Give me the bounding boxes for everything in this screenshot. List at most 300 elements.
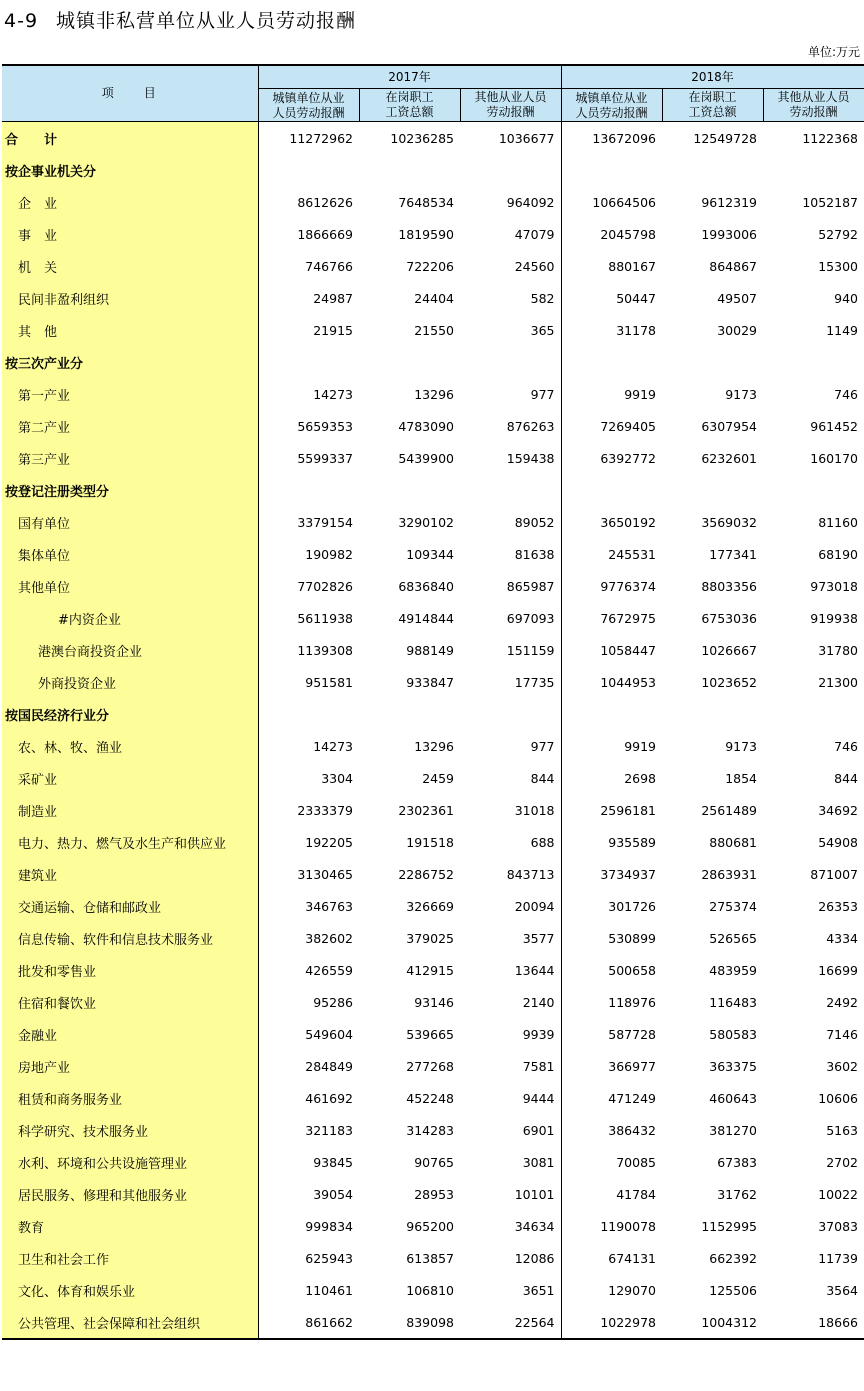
value-cell xyxy=(561,346,662,378)
value-cell: 81160 xyxy=(818,514,858,530)
header-total-line2: 人员劳动报酬 xyxy=(272,106,345,120)
table-row xyxy=(2,666,864,698)
row-label: 住宿和餐饮业 xyxy=(2,986,258,1018)
value-cell: 159438 xyxy=(506,450,555,466)
value-cell: 871007 xyxy=(810,866,858,882)
value-cell: 625943 xyxy=(305,1250,353,1266)
value-cell: 366977 xyxy=(561,1050,662,1082)
value-cell xyxy=(258,474,359,506)
header-wage-line2: 工资总额 xyxy=(688,105,737,119)
value-cell: 21915 xyxy=(313,322,353,338)
value-cell: 81638 xyxy=(514,546,555,562)
value-cell: 843713 xyxy=(506,866,555,882)
value-cell: 37083 xyxy=(818,1218,858,1234)
value-cell: 3602 xyxy=(826,1058,858,1074)
value-cell: 301726 xyxy=(561,890,662,922)
value-cell xyxy=(662,698,763,730)
value-cell: 746 xyxy=(834,738,858,754)
table-row xyxy=(2,1242,864,1274)
value-cell: 30029 xyxy=(717,322,757,338)
value-cell xyxy=(763,346,864,378)
value-cell: 95286 xyxy=(313,994,353,1010)
header-wage-line1: 在岗职工 xyxy=(688,90,737,104)
table-row xyxy=(2,890,864,922)
table-title: 城镇非私营单位从业人员劳动报酬 xyxy=(56,10,357,32)
value-cell: 412915 xyxy=(406,962,454,978)
row-label: 按登记注册类型分 xyxy=(2,474,258,506)
value-cell: 2698 xyxy=(561,762,662,794)
table-row xyxy=(2,922,864,954)
value-cell: 321183 xyxy=(305,1122,353,1138)
value-cell: 47079 xyxy=(514,226,555,242)
value-cell xyxy=(460,698,561,730)
table-row xyxy=(2,1082,864,1114)
unit-label: 单位:万元 xyxy=(807,45,860,59)
value-cell: 4334 xyxy=(826,930,858,946)
row-label: 房地产业 xyxy=(2,1050,258,1082)
value-cell: 116483 xyxy=(709,994,757,1010)
value-cell: 530899 xyxy=(561,922,662,954)
header-total-2017 xyxy=(258,89,359,122)
value-cell: 93845 xyxy=(313,1154,353,1170)
value-cell: 125506 xyxy=(709,1282,757,1298)
value-cell: 839098 xyxy=(359,1306,460,1339)
table-row xyxy=(2,282,864,314)
value-cell: 9919 xyxy=(561,378,662,410)
total-row xyxy=(2,122,864,155)
value-cell: 6836840 xyxy=(398,578,454,594)
report-table xyxy=(2,64,864,1340)
value-cell: 7581 xyxy=(522,1058,555,1074)
value-cell xyxy=(460,154,561,186)
value-cell: 1052187 xyxy=(802,194,858,210)
value-cell: 580583 xyxy=(709,1026,757,1042)
value-cell: 386432 xyxy=(561,1114,662,1146)
value-cell: 3564 xyxy=(826,1282,858,1298)
value-cell xyxy=(359,474,460,506)
header-other-2018 xyxy=(763,89,864,122)
table-row xyxy=(2,186,864,218)
value-cell xyxy=(258,346,359,378)
value-cell: 722206 xyxy=(406,258,454,274)
value-cell: 1152995 xyxy=(701,1218,757,1234)
value-cell: 1149 xyxy=(826,322,858,338)
table-row xyxy=(2,410,864,442)
value-cell xyxy=(662,474,763,506)
value-cell: 2140 xyxy=(522,994,555,1010)
value-cell: 3304 xyxy=(321,770,353,786)
value-cell: 2333379 xyxy=(297,802,353,818)
value-cell: 26353 xyxy=(818,898,858,914)
value-cell: 160170 xyxy=(810,450,858,466)
value-cell: 365 xyxy=(530,322,555,338)
table-row xyxy=(2,794,864,826)
row-label: 外商投资企业 xyxy=(2,666,258,698)
value-cell: 7648534 xyxy=(398,194,454,210)
table-number: 4-9 xyxy=(4,10,39,32)
value-cell: 70085 xyxy=(561,1146,662,1178)
value-cell: 471249 xyxy=(561,1082,662,1114)
value-cell: 844 xyxy=(834,770,858,786)
table-row xyxy=(2,538,864,570)
value-cell xyxy=(763,698,864,730)
value-cell: 9776374 xyxy=(561,570,662,602)
value-cell: 3650192 xyxy=(561,506,662,538)
row-label: 第一产业 xyxy=(2,378,258,410)
table-row xyxy=(2,602,864,634)
value-cell: 22564 xyxy=(460,1306,561,1339)
value-cell xyxy=(763,474,864,506)
row-label: 制造业 xyxy=(2,794,258,826)
value-cell: 549604 xyxy=(305,1026,353,1042)
row-label: 第三产业 xyxy=(2,442,258,474)
table-header xyxy=(2,65,864,122)
value-cell: 11739 xyxy=(818,1250,858,1266)
value-cell: 977 xyxy=(530,386,555,402)
value-cell: 861662 xyxy=(258,1306,359,1339)
value-cell: 688 xyxy=(530,834,555,850)
value-cell: 11272962 xyxy=(289,130,353,146)
value-cell: 177341 xyxy=(709,546,757,562)
row-label: 电力、热力、燃气及水生产和供应业 xyxy=(2,826,258,858)
value-cell: 5599337 xyxy=(297,450,353,466)
value-cell: 9173 xyxy=(725,386,757,402)
value-cell: 314283 xyxy=(406,1122,454,1138)
value-cell: 109344 xyxy=(406,546,454,562)
row-label: 机 关 xyxy=(2,250,258,282)
value-cell: 39054 xyxy=(313,1186,353,1202)
row-label: 按企事业机关分 xyxy=(2,154,258,186)
value-cell: 965200 xyxy=(406,1218,454,1234)
value-cell: 919938 xyxy=(810,610,858,626)
value-cell: 326669 xyxy=(406,898,454,914)
table-row xyxy=(2,1178,864,1210)
value-cell: 2286752 xyxy=(398,866,454,882)
header-year-2017: 2017年 xyxy=(258,65,561,89)
value-cell xyxy=(561,698,662,730)
value-cell: 697093 xyxy=(506,610,555,626)
row-label: 教育 xyxy=(2,1210,258,1242)
value-cell: 16699 xyxy=(818,962,858,978)
table-row xyxy=(2,762,864,794)
value-cell: 3379154 xyxy=(297,514,353,530)
value-cell: 9444 xyxy=(522,1090,555,1106)
value-cell: 1036677 xyxy=(498,130,555,146)
section-row xyxy=(2,698,864,730)
value-cell xyxy=(359,698,460,730)
value-cell xyxy=(763,154,864,186)
value-cell: 6392772 xyxy=(561,442,662,474)
row-label: 居民服务、修理和其他服务业 xyxy=(2,1178,258,1210)
value-cell: 118976 xyxy=(561,986,662,1018)
value-cell: 31178 xyxy=(561,314,662,346)
header-total-line1: 城镇单位从业 xyxy=(272,91,345,105)
value-cell: 880681 xyxy=(709,834,757,850)
value-cell: 18666 xyxy=(763,1306,864,1339)
value-cell: 34634 xyxy=(514,1218,555,1234)
table-row xyxy=(2,1210,864,1242)
value-cell: 28953 xyxy=(414,1186,454,1202)
value-cell: 5163 xyxy=(826,1122,858,1138)
value-cell: 21550 xyxy=(414,322,454,338)
value-cell: 1122368 xyxy=(802,130,858,146)
value-cell: 461692 xyxy=(305,1090,353,1106)
value-cell: 93146 xyxy=(414,994,454,1010)
row-label: 集体单位 xyxy=(2,538,258,570)
value-cell: 1044953 xyxy=(561,666,662,698)
value-cell: 1058447 xyxy=(561,634,662,666)
table-row xyxy=(2,1306,864,1339)
value-cell: 50447 xyxy=(561,282,662,314)
header-total-line2: 人员劳动报酬 xyxy=(575,106,648,120)
value-cell: 68190 xyxy=(818,546,858,562)
value-cell xyxy=(662,346,763,378)
table-row xyxy=(2,986,864,1018)
row-label: 公共管理、社会保障和社会组织 xyxy=(2,1306,258,1339)
value-cell: 674131 xyxy=(561,1242,662,1274)
value-cell: 90765 xyxy=(414,1154,454,1170)
value-cell: 988149 xyxy=(406,642,454,658)
value-cell: 67383 xyxy=(717,1154,757,1170)
section-row xyxy=(2,154,864,186)
value-cell: 1866669 xyxy=(297,226,353,242)
value-cell: 49507 xyxy=(717,290,757,306)
value-cell: 245531 xyxy=(561,538,662,570)
value-cell: 363375 xyxy=(709,1058,757,1074)
value-cell: 1854 xyxy=(725,770,757,786)
value-cell: 1819590 xyxy=(398,226,454,242)
value-cell: 21300 xyxy=(818,674,858,690)
table-row xyxy=(2,1050,864,1082)
table-row xyxy=(2,826,864,858)
value-cell: 1190078 xyxy=(561,1210,662,1242)
row-label: 卫生和社会工作 xyxy=(2,1242,258,1274)
row-label: 建筑业 xyxy=(2,858,258,890)
value-cell: 12549728 xyxy=(693,130,757,146)
value-cell: 5659353 xyxy=(297,418,353,434)
row-label: 第二产业 xyxy=(2,410,258,442)
value-cell xyxy=(359,346,460,378)
header-wage-line1: 在岗职工 xyxy=(385,90,434,104)
table-row xyxy=(2,442,864,474)
value-cell: 381270 xyxy=(709,1122,757,1138)
value-cell: 2492 xyxy=(826,994,858,1010)
value-cell: 2702 xyxy=(826,1154,858,1170)
table-row xyxy=(2,1018,864,1050)
row-label: 按国民经济行业分 xyxy=(2,698,258,730)
value-cell: 746766 xyxy=(305,258,353,274)
value-cell xyxy=(359,154,460,186)
header-year-2018: 2018年 xyxy=(561,65,864,89)
row-label: 批发和零售业 xyxy=(2,954,258,986)
value-cell: 6753036 xyxy=(701,610,757,626)
value-cell: 3734937 xyxy=(561,858,662,890)
value-cell: 7702826 xyxy=(297,578,353,594)
value-cell: 9939 xyxy=(522,1026,555,1042)
value-cell: 4783090 xyxy=(398,418,454,434)
value-cell: 14273 xyxy=(313,386,353,402)
value-cell: 41784 xyxy=(561,1178,662,1210)
value-cell: 10664506 xyxy=(561,186,662,218)
value-cell: 13644 xyxy=(514,962,555,978)
value-cell: 9173 xyxy=(725,738,757,754)
row-label: #内资企业 xyxy=(2,602,258,634)
row-label: 金融业 xyxy=(2,1018,258,1050)
value-cell: 3569032 xyxy=(701,514,757,530)
row-label: 合 计 xyxy=(2,122,258,155)
value-cell: 876263 xyxy=(506,418,555,434)
header-total-line1: 城镇单位从业 xyxy=(575,91,648,105)
value-cell: 6901 xyxy=(522,1122,555,1138)
value-cell: 10236285 xyxy=(390,130,454,146)
value-cell: 7269405 xyxy=(561,410,662,442)
value-cell: 6307954 xyxy=(701,418,757,434)
table-row xyxy=(2,570,864,602)
value-cell: 865987 xyxy=(506,578,555,594)
value-cell: 8803356 xyxy=(701,578,757,594)
value-cell: 31780 xyxy=(818,642,858,658)
value-cell: 8612626 xyxy=(297,194,353,210)
row-label: 企 业 xyxy=(2,186,258,218)
value-cell: 613857 xyxy=(406,1250,454,1266)
value-cell: 275374 xyxy=(709,898,757,914)
table-row xyxy=(2,378,864,410)
row-label: 其他单位 xyxy=(2,570,258,602)
value-cell: 7146 xyxy=(826,1026,858,1042)
row-label: 交通运输、仓储和邮政业 xyxy=(2,890,258,922)
row-label: 国有单位 xyxy=(2,506,258,538)
value-cell: 1139308 xyxy=(297,642,353,658)
value-cell: 54908 xyxy=(818,834,858,850)
value-cell: 5611938 xyxy=(297,610,353,626)
value-cell: 24987 xyxy=(313,290,353,306)
value-cell: 452248 xyxy=(406,1090,454,1106)
value-cell: 10101 xyxy=(514,1186,555,1202)
header-other-line2: 劳动报酬 xyxy=(486,105,535,119)
value-cell: 7672975 xyxy=(561,602,662,634)
value-cell: 3651 xyxy=(522,1282,555,1298)
value-cell: 6232601 xyxy=(701,450,757,466)
row-label: 文化、体育和娱乐业 xyxy=(2,1274,258,1306)
table-row xyxy=(2,250,864,282)
table-body xyxy=(2,122,864,1340)
value-cell: 526565 xyxy=(709,930,757,946)
value-cell xyxy=(460,346,561,378)
value-cell: 844 xyxy=(530,770,555,786)
value-cell: 3577 xyxy=(522,930,555,946)
value-cell xyxy=(460,474,561,506)
value-cell: 935589 xyxy=(561,826,662,858)
row-label: 港澳台商投资企业 xyxy=(2,634,258,666)
value-cell: 951581 xyxy=(305,674,353,690)
value-cell: 426559 xyxy=(305,962,353,978)
value-cell: 10606 xyxy=(818,1090,858,1106)
value-cell: 1004312 xyxy=(662,1306,763,1339)
row-label: 农、林、牧、渔业 xyxy=(2,730,258,762)
value-cell: 662392 xyxy=(709,1250,757,1266)
header-other-line2: 劳动报酬 xyxy=(789,105,838,119)
value-cell: 14273 xyxy=(313,738,353,754)
value-cell: 3081 xyxy=(522,1154,555,1170)
value-cell: 379025 xyxy=(406,930,454,946)
value-cell: 582 xyxy=(530,290,555,306)
header-wage-2018 xyxy=(662,89,763,122)
value-cell: 20094 xyxy=(514,898,555,914)
value-cell: 24560 xyxy=(514,258,555,274)
value-cell: 110461 xyxy=(305,1282,353,1298)
value-cell: 277268 xyxy=(406,1058,454,1074)
header-other-2017 xyxy=(460,89,561,122)
value-cell: 964092 xyxy=(506,194,555,210)
value-cell: 1022978 xyxy=(561,1306,662,1339)
header-wage-2017 xyxy=(359,89,460,122)
value-cell: 539665 xyxy=(406,1026,454,1042)
value-cell: 89052 xyxy=(514,514,555,530)
value-cell: 500658 xyxy=(561,954,662,986)
value-cell: 587728 xyxy=(561,1018,662,1050)
value-cell: 129070 xyxy=(561,1274,662,1306)
value-cell xyxy=(258,698,359,730)
value-cell: 746 xyxy=(834,386,858,402)
row-label: 租赁和商务服务业 xyxy=(2,1082,258,1114)
table-row xyxy=(2,858,864,890)
table-row xyxy=(2,730,864,762)
value-cell: 999834 xyxy=(305,1218,353,1234)
table-row xyxy=(2,1146,864,1178)
row-label: 其 他 xyxy=(2,314,258,346)
value-cell: 31762 xyxy=(717,1186,757,1202)
table-row xyxy=(2,506,864,538)
value-cell: 13672096 xyxy=(561,122,662,155)
value-cell: 460643 xyxy=(709,1090,757,1106)
value-cell: 4914844 xyxy=(398,610,454,626)
table-row xyxy=(2,314,864,346)
value-cell: 940 xyxy=(834,290,858,306)
value-cell: 284849 xyxy=(305,1058,353,1074)
value-cell: 2459 xyxy=(422,770,454,786)
value-cell: 961452 xyxy=(810,418,858,434)
value-cell: 13296 xyxy=(414,738,454,754)
value-cell: 2561489 xyxy=(701,802,757,818)
value-cell: 15300 xyxy=(818,258,858,274)
value-cell: 191518 xyxy=(406,834,454,850)
table-row xyxy=(2,954,864,986)
value-cell xyxy=(561,474,662,506)
value-cell: 483959 xyxy=(709,962,757,978)
value-cell: 9919 xyxy=(561,730,662,762)
value-cell: 13296 xyxy=(414,386,454,402)
value-cell: 2863931 xyxy=(701,866,757,882)
value-cell: 2045798 xyxy=(561,218,662,250)
row-label: 科学研究、技术服务业 xyxy=(2,1114,258,1146)
value-cell: 31018 xyxy=(514,802,555,818)
value-cell: 9612319 xyxy=(701,194,757,210)
value-cell xyxy=(258,154,359,186)
value-cell: 190982 xyxy=(305,546,353,562)
value-cell: 17735 xyxy=(514,674,555,690)
value-cell: 2596181 xyxy=(561,794,662,826)
page-title xyxy=(4,6,356,33)
value-cell: 1993006 xyxy=(701,226,757,242)
value-cell: 3130465 xyxy=(297,866,353,882)
value-cell: 192205 xyxy=(305,834,353,850)
value-cell: 10022 xyxy=(818,1186,858,1202)
value-cell: 973018 xyxy=(810,578,858,594)
value-cell: 151159 xyxy=(506,642,555,658)
value-cell: 12086 xyxy=(514,1250,555,1266)
header-wage-line2: 工资总额 xyxy=(385,105,434,119)
row-label: 事 业 xyxy=(2,218,258,250)
